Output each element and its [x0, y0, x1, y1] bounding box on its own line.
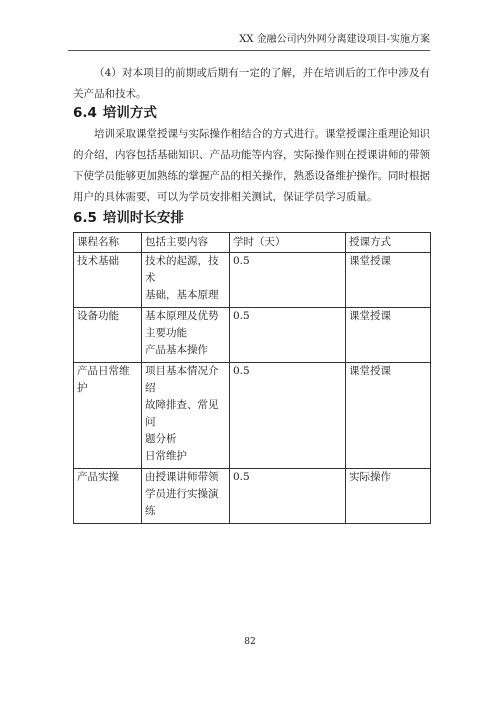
course-cell: 产品日常维 护: [74, 363, 142, 469]
hours-cell: 0.5: [230, 308, 346, 363]
content-cell: 由授课讲师带领 学员进行实操演 练: [142, 469, 230, 524]
section-6-4-heading: [73, 103, 430, 123]
training-schedule-table: [73, 232, 431, 524]
page-number: 82: [244, 637, 256, 647]
table-row: [74, 363, 431, 469]
header-content: 包括主要内容: [142, 233, 230, 253]
header-course-name: 课程名称: [74, 233, 142, 253]
table-header-row: [74, 233, 431, 253]
course-cell: 技术基础: [74, 253, 142, 308]
method-cell: 实际操作: [346, 469, 431, 524]
header-method: 授课方式: [346, 233, 431, 253]
content-cell: 基本原理及优势 主要功能 产品基本操作: [142, 308, 230, 363]
page-footer: [0, 637, 500, 647]
section-6-4-title: 培训方式: [102, 105, 157, 121]
table-row: [74, 469, 431, 524]
method-cell: 课堂授课: [346, 253, 431, 308]
hours-cell: 0.5: [230, 469, 346, 524]
intro-paragraph: （4）对本项目的前期或后期有一定的了解，并在培训后的工作中涉及有关产品和技术。: [73, 67, 430, 100]
content-cell: 项目基本情况介 绍 故障排查、常见问 题分析 日常维护: [142, 363, 230, 469]
hours-cell: 0.5: [230, 363, 346, 469]
content-cell: 技术的起源，技术 基础，基本原理: [142, 253, 230, 308]
method-cell: 课堂授课: [346, 308, 431, 363]
table-row: [74, 308, 431, 363]
section-6-4-body: 培训采取课堂授课与实际操作相结合的方式进行。课堂授课注重理论知识的介绍，内容包括基础知识、产品功能等内容，实际操作则在授课讲师的带领下使学员能够更加熟练的掌握产品的相关操作，熟悉设备维护操作。同时根据用户的具体需要，可以为学员安排相关测试，保证学员学习质量。: [73, 128, 430, 203]
section-6-5-heading: [73, 208, 430, 228]
header-title: XX 金融公司内外网分离建设项目-实施方案: [239, 34, 430, 45]
table-row: [74, 253, 431, 308]
course-cell: 产品实操: [74, 469, 142, 524]
page-header: [68, 34, 430, 51]
section-6-5-number: 6.5: [73, 210, 97, 226]
section-6-5-title: 培训时长安排: [102, 210, 184, 226]
hours-cell: 0.5: [230, 253, 346, 308]
section-6-4-number: 6.4: [73, 105, 97, 121]
method-cell: 课堂授课: [346, 363, 431, 469]
header-hours: 学时（天）: [230, 233, 346, 253]
course-cell: 设备功能: [74, 308, 142, 363]
